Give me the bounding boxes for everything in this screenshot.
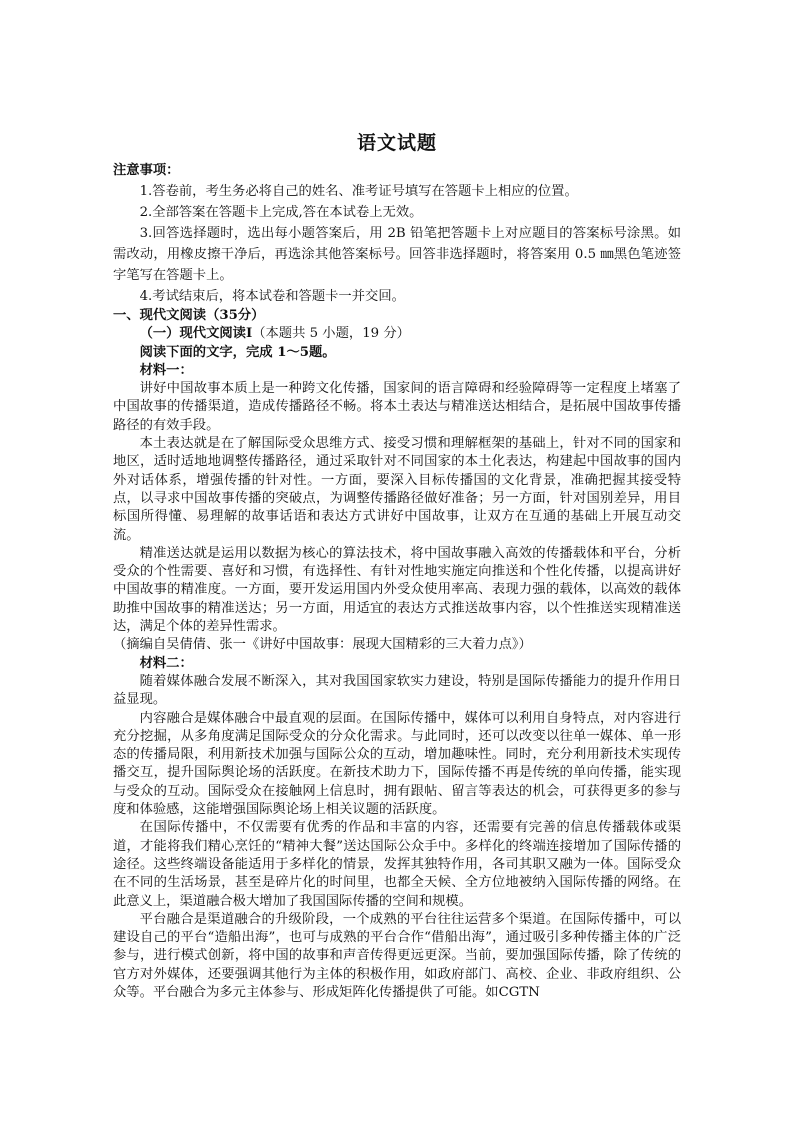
section-heading: 一、现代文阅读（35分）: [113, 308, 265, 323]
subsection-note: （本题共 5 小题，19 分）: [252, 326, 410, 342]
paragraph: 精准送达就是运用以数据为核心的算法技术，将中国故事融入高效的传播载体和平台，分析受众的个性需要、喜好和习惯，有选择性、有针对性地实施定向推送和个性化传播，以提高讲好中国故事的精准度。一方面，要开发运用国内外受众使用率高、表现力强的载体，以高效的载体助推中国故事的精准送达；另一方面，用适宜的表达方式推送故事内容，以个性推送实现精准送达，满足个体的差异性需求。: [113, 545, 681, 635]
paragraph: 在国际传播中，不仅需要有优秀的作品和丰富的内容，还需要有完善的信息传播载体或渠道，才能将我们精心烹饪的“精神大餐”送达国际公众手中。多样化的终端连接增加了国际传播的途径。这些终端设备能适用于多样化的情景，发挥其独特作用，各司其职又融为一体。国际受众在不同的生活场景，甚至是碎片化的时间里，也都全天候、全方位地被纳入国际传播的网络。在此意义上，渠道融合极大增加了我国国际传播的空间和规模。: [113, 820, 681, 909]
material-label: 材料一：: [139, 362, 193, 378]
paragraph: 内容融合是媒体融合中最直观的层面。在国际传播中，媒体可以利用自身特点，对内容进行充分挖掘，从多角度满足国际受众的分众化需求。与此同时，还可以改变以往单一媒体、单一形态的传播局限，利用新技术加强与国际公众的互动，增加趣味性。同时，充分利用新技术实现传播交互，提升国际舆论场的活跃度。在新技术助力下，国际传播不再是传统的单向传播，能实现与受众的互动。国际受众在接触网上信息时，拥有跟帖、留言等表达的机会，可获得更多的参与度和体验感，这能增强国际舆论场上相关议题的活跃度。: [113, 710, 681, 818]
notice-item: 3.回答选择题时，选出每小题答案后，用 2B 铅笔把答题卡上对应题目的答案标号涂黑。如需改动，用橡皮擦干净后，再选涂其他答案标号。回答非选择题时，将答案用 0.5 ㎜黑色笔迹签字笔写在答题卡上。: [113, 226, 681, 283]
notice-item: 2.全部答案在答题卡上完成,答在本试卷上无效。: [139, 205, 423, 220]
exam-content: [113, 160, 681, 1002]
paragraph: 讲好中国故事本质上是一种跨文化传播，国家间的语言障碍和经验障碍等一定程度上堵塞了中国故事的传播渠道，造成传播路径不畅。将本土表达与精准送达相结合，是拓展中国故事传播路径的有效手段。: [113, 381, 681, 433]
notice-heading: 注意事项：: [113, 163, 180, 178]
paragraph: 本土表达就是在了解国际受众思维方式、接受习惯和理解框架的基础上，针对不同的国家和地区，适时适地地调整传播路径，通过采取针对不同国家的本土化表达，构建起中国故事的国内外对话体系，增强传播的针对性。一方面，要深入目标传播国的文化背景，准确把握其接受特点，以寻求中国故事传播的突破点，为调整传播路径做好准备；另一方面，针对国别差异，用目标国所得懂、易理解的故事话语和表达方式讲好中国故事，让双方在互通的基础上开展互动交流。: [113, 436, 681, 543]
notice-block: [113, 160, 681, 307]
page-title: 语文试题: [356, 132, 437, 154]
subsection-title: （一）现代文阅读Ⅰ: [139, 326, 253, 342]
notice-item: 4.考试结束后，将本试卷和答题卡一并交回。: [139, 289, 405, 304]
reading-instruction: 阅读下面的文字，完成 1～5题。: [139, 344, 336, 360]
source-citation: （摘编自吴倩倩、张一《讲好中国故事：展现大国精彩的三大着力点》）: [113, 637, 532, 653]
subsection-heading: [113, 325, 681, 343]
notice-item: 1.答卷前，考生务必将自己的姓名、准考证号填写在答题卡上相应的位置。: [139, 184, 578, 199]
paragraph: 平台融合是渠道融合的升级阶段，一个成熟的平台往往运营多个渠道。在国际传播中，可以建设自己的平台“造船出海”，也可与成熟的平台合作“借船出海”，通过吸引多种传播主体的广泛参与，进行模式创新，将中国的故事和声音传得更远更深。当前，要加强国际传播，除了传统的官方对外媒体，还要强调其他行为主体的积极作用，如政府部门、高校、企业、非政府组织、公众等。平台融合为多元主体参与、形成矩阵化传播提供了可能。如CGTN: [113, 911, 681, 1000]
material-label: 材料二：: [139, 655, 193, 671]
paragraph: 随着媒体融合发展不断深入，其对我国国家软实力建设，特别是国际传播能力的提升作用日益显现。: [113, 673, 681, 708]
